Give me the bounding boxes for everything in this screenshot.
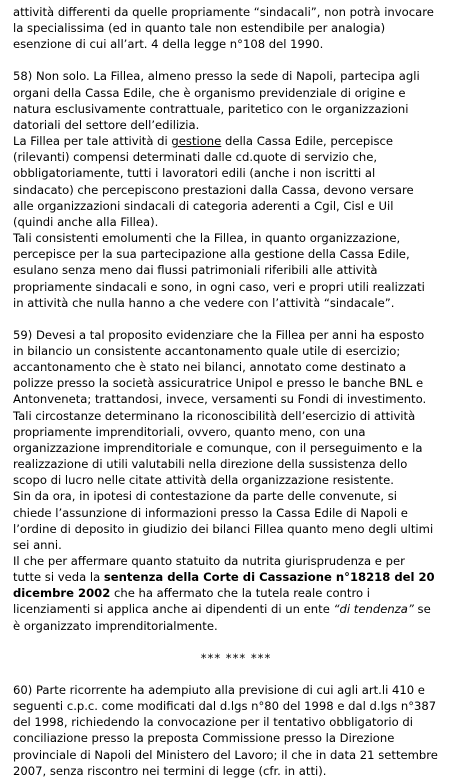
- text-line: Tali consistenti emolumenti che la Fillea, in quanto organizzazione,: [13, 231, 401, 246]
- bold-citation: dicembre 2002: [13, 586, 111, 601]
- text-line: chiede l’assunzione di informazioni presso la Cassa Edile di Napoli e: [13, 505, 408, 520]
- paragraph-gap: [13, 52, 459, 68]
- text-line: datoriali del settore dell’edilizia.: [13, 117, 200, 132]
- text-line: 59) Devesi a tal proposito evidenziare che la Fillea per anni ha esposto: [13, 327, 425, 342]
- text-line: conciliazione presso la preposta Commissione presso la Direzione: [13, 731, 395, 746]
- text-line: scopo di lucro nelle citate attività della organizzazione resistente.: [13, 473, 394, 488]
- text-line: [13, 133, 459, 149]
- text-line: 2007, senza riscontro nei termini di legge (cfr. in atti).: [13, 763, 327, 778]
- text-line: natura esclusivamente contrattuale, paritetico con le organizzazioni: [13, 101, 409, 116]
- document-page: [13, 4, 459, 779]
- text-line: esulano senza meno dai flussi patrimoniali riferibili alle attività: [13, 263, 378, 278]
- text-line: Antonveneta; trattandosi, invece, versamenti su Fondi di investimento.: [13, 392, 427, 407]
- paragraph-60: [13, 682, 459, 779]
- text-line: propriamente imprenditoriali, ovvero, quanto meno, con una: [13, 424, 366, 439]
- text-line: provinciale di Napoli del Ministero del Lavoro; il che in data 21 settembre: [13, 747, 438, 762]
- text-line: Tali circostanze determinano la riconoscibilità dell’esercizio di attività: [13, 408, 416, 423]
- text-line: [13, 569, 459, 585]
- text-line: in bilancio un consistente accantonamento quale utile di esercizio;: [13, 343, 401, 358]
- text-line: polizze presso la società assicuratrice Unipol e presso le banche BNL e: [13, 376, 424, 391]
- text-line: realizzazione di utili valutabili nella direzione della sussistenza dello: [13, 457, 408, 472]
- text-segment: tutte si veda la: [13, 570, 104, 585]
- text-line: organizzazione imprenditoriale e comunque, con il perseguimento e la: [13, 440, 423, 455]
- paragraph-59: [13, 327, 459, 634]
- text-line: Il che per affermare quanto statuito da nutrita giurisprudenza e per: [13, 554, 405, 568]
- text-line: seguenti c.p.c. come modificati dal d.lgs n°80 del 1998 e dal d.lgs n°387: [13, 699, 437, 714]
- text-line: obbligatoriamente, tutti i lavoratori edili (anche i non iscritti al: [13, 166, 376, 181]
- text-line: sindacato) che percepiscono prestazioni dalla Cassa, devono versare: [13, 182, 414, 197]
- text-line: [13, 601, 459, 617]
- text-line: percepisce per la sua partecipazione alla gestione della Cassa Edile,: [13, 247, 410, 262]
- text-line: organi della Cassa Edile, che è organismo previdenziale di origine e: [13, 85, 406, 100]
- text-segment: che ha affermato che la tutela reale contro i: [110, 586, 370, 601]
- text-line: [13, 585, 459, 601]
- text-line: (quindi anche alla Fillea).: [13, 214, 159, 229]
- paragraph-gap: [13, 311, 459, 327]
- text-line: la specialissima (ed in quanto tale non estendibile per analogia): [13, 21, 386, 36]
- bold-citation: sentenza della Corte di Cassazione n°18218 del 20: [103, 570, 435, 585]
- text-line: esenzione di cui all’art. 4 della legge n°108 del 1990.: [13, 37, 324, 52]
- text-line: (rilevanti) compensi determinati dalle cd.quote di servizio che,: [13, 150, 378, 165]
- text-segment: La Fillea per tale attività di: [13, 134, 172, 149]
- text-line: 60) Parte ricorrente ha adempiuto alla previsione di cui agli art.li 410 e: [13, 682, 425, 697]
- text-segment: licenziamenti si applica anche ai dipendenti di un ente: [13, 602, 334, 617]
- text-line: del 1998, richiedendo la convocazione per il tentativo obbligatorio di: [13, 715, 414, 730]
- text-line: accantonamento che è stato nei bilanci, annotato come destinato a: [13, 360, 407, 375]
- text-line: è organizzato imprenditorialmente.: [13, 618, 218, 633]
- text-line: sei anni.: [13, 537, 62, 552]
- text-segment: se: [413, 602, 431, 617]
- text-line: 58) Non solo. La Fillea, almeno presso la sede di Napoli, partecipa agli: [13, 69, 420, 84]
- paragraph-gap: [13, 666, 459, 682]
- underlined-word: gestione: [171, 134, 222, 149]
- text-segment: della Cassa Edile, percepisce: [221, 134, 394, 149]
- paragraph-continuation: [13, 4, 459, 52]
- text-line: Sin da ora, in ipotesi di contestazione da parte delle convenute, si: [13, 489, 397, 504]
- section-separator: *** *** ***: [200, 650, 272, 665]
- paragraph-58: [13, 68, 459, 310]
- text-line: propriamente sindacali e sono, in ogni caso, veri e propri utili realizzati: [13, 279, 425, 294]
- text-line: attività differenti da quelle propriamente “sindacali”, non potrà invocare: [13, 5, 434, 19]
- text-line: in attività che nulla hanno a che vedere con l’attività “sindacale”.: [13, 295, 395, 310]
- text-line: alle organizzazioni sindacali di categoria aderenti a Cgil, Cisl e Uil: [13, 198, 394, 213]
- italic-phrase: “di tendenza”: [333, 602, 414, 617]
- paragraph-gap: [13, 634, 459, 650]
- text-line: l’ordine di deposito in giudizio dei bilanci Fillea quanto meno degli ultimi: [13, 521, 434, 536]
